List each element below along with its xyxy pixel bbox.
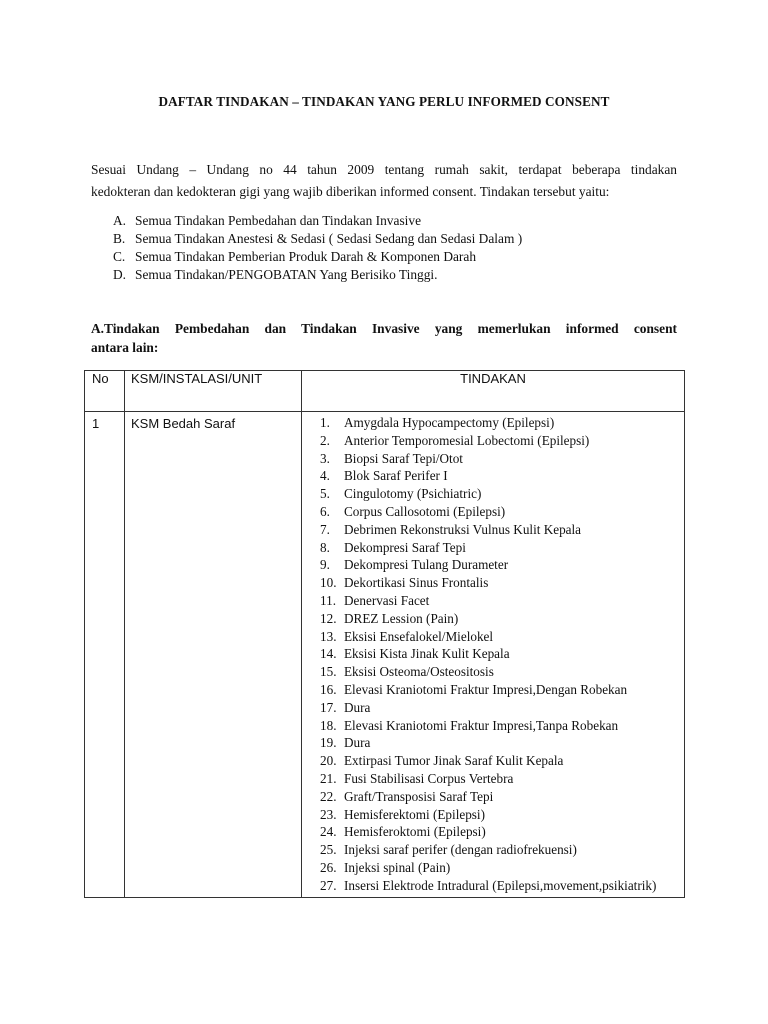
tindakan-text: DREZ Lession (Pain) [344,610,459,626]
row-tindakan-cell [302,412,685,898]
table-row [85,412,685,898]
tindakan-number: 12. [320,610,337,626]
tindakan-number: 20. [320,753,337,769]
tindakan-text: Hemisferektomi (Epilepsi) [344,806,485,822]
tindakan-text: Fusi Stabilisasi Corpus Vertebra [344,770,514,786]
tindakan-text: Amygdala Hypocampectomy (Epilepsi) [344,415,555,430]
row-unit: KSM Bedah Saraf [125,412,302,898]
tindakan-number: 3. [320,450,330,466]
tindakan-text: Cingulotomy (Psichiatric) [344,486,482,502]
tindakan-list [302,412,684,897]
tindakan-item [302,645,684,663]
tindakan-number: 15. [320,664,337,680]
tindakan-item [302,734,684,752]
tindakan-item [302,823,684,841]
section-a-heading-line-1: A.Tindakan Pembedahan dan Tindakan Invasive yang memerlukan informed consent [91,321,677,336]
tindakan-item [302,485,684,503]
row-no: 1 [85,412,125,898]
tindakan-text: Dura [344,699,371,715]
tindakan-table [84,370,685,898]
tindakan-number: 13. [320,628,337,644]
tindakan-text: Biopsi Saraf Tepi/Otot [344,450,463,466]
category-text: Semua Tindakan Anestesi & Sedasi ( Sedasi Sedang dan Sedasi Dalam ) [135,231,523,246]
tindakan-item [302,806,684,824]
tindakan-number: 1. [320,415,330,430]
section-a-heading [91,319,677,357]
tindakan-item [302,628,684,646]
tindakan-item [302,859,684,877]
tindakan-item [302,574,684,592]
tindakan-number: 14. [320,646,337,662]
tindakan-number: 27. [320,877,337,893]
tindakan-item [302,841,684,859]
header-no: No [85,371,125,412]
tindakan-number: 2. [320,432,330,448]
tindakan-number: 7. [320,521,330,537]
tindakan-text: Dekompresi Saraf Tepi [344,539,466,555]
tindakan-item [302,752,684,770]
tindakan-number: 18. [320,717,337,733]
tindakan-text: Corpus Callosotomi (Epilepsi) [344,503,506,519]
tindakan-item [302,717,684,735]
category-text: Semua Tindakan Pembedahan dan Tindakan Invasive [135,213,422,228]
tindakan-item [302,503,684,521]
tindakan-item [302,556,684,574]
category-letter: C. [113,249,126,264]
tindakan-number: 17. [320,699,337,715]
tindakan-item [302,788,684,806]
header-unit: KSM/INSTALASI/UNIT [125,371,302,412]
tindakan-number: 22. [320,788,337,804]
tindakan-number: 5. [320,486,330,502]
tindakan-text: Denervasi Facet [344,592,430,608]
category-text: Semua Tindakan Pemberian Produk Darah & Komponen Darah [135,249,477,264]
tindakan-text: Debrimen Rekonstruksi Vulnus Kulit Kepala [344,521,582,537]
category-item [113,248,673,266]
tindakan-text: Blok Saraf Perifer I [344,468,448,484]
tindakan-item [302,450,684,468]
tindakan-item [302,699,684,717]
tindakan-text: Graft/Transposisi Saraf Tepi [344,788,494,804]
tindakan-text: Insersi Elektrode Intradural (Epilepsi,movement,psikiatrik) [344,877,657,893]
tindakan-item [302,414,684,432]
tindakan-text: Eksisi Kista Jinak Kulit Kepala [344,646,510,662]
tindakan-number: 4. [320,468,330,484]
tindakan-number: 9. [320,557,330,573]
tindakan-number: 11. [320,592,336,608]
tindakan-text: Hemisferoktomi (Epilepsi) [344,824,486,840]
tindakan-item [302,539,684,557]
intro-line-1: Sesuai Undang – Undang no 44 tahun 2009 tentang rumah sakit, terdapat beberapa tindakan [91,162,677,177]
tindakan-number: 24. [320,824,337,840]
tindakan-text: Dekompresi Tulang Durameter [344,557,509,573]
tindakan-text: Elevasi Kraniotomi Fraktur Impresi,Tanpa Robekan [344,717,619,733]
tindakan-item [302,877,684,895]
tindakan-item [302,610,684,628]
tindakan-text: Eksisi Ensefalokel/Mielokel [344,628,494,644]
section-a-heading-line-2: antara lain: [91,340,159,355]
category-item [113,266,673,284]
tindakan-text: Elevasi Kraniotomi Fraktur Impresi,Dengan Robekan [344,681,628,697]
tindakan-number: 6. [320,503,330,519]
tindakan-number: 23. [320,806,337,822]
tindakan-item [302,432,684,450]
category-letter: D. [113,267,127,282]
tindakan-number: 21. [320,770,337,786]
intro-line-2: kedokteran dan kedokteran gigi yang wajib diberikan informed consent. Tindakan tersebut yaitu: [91,184,610,199]
tindakan-item [302,521,684,539]
tindakan-text: Injeksi saraf perifer (dengan radiofrekuensi) [344,842,577,858]
action-category-list [113,212,673,284]
tindakan-number: 26. [320,859,337,875]
tindakan-number: 19. [320,735,337,751]
tindakan-number: 8. [320,539,330,555]
category-letter: B. [113,231,126,246]
intro-paragraph [91,159,677,203]
category-item [113,212,673,230]
tindakan-number: 16. [320,681,337,697]
tindakan-text: Dura [344,735,371,751]
tindakan-item [302,681,684,699]
tindakan-text: Extirpasi Tumor Jinak Saraf Kulit Kepala [344,753,564,769]
tindakan-item [302,770,684,788]
table-header-row [85,371,685,412]
tindakan-text: Anterior Temporomesial Lobectomi (Epilepsi) [344,432,590,448]
tindakan-item [302,592,684,610]
tindakan-number: 25. [320,842,337,858]
tindakan-text: Injeksi spinal (Pain) [344,859,451,875]
tindakan-text: Eksisi Osteoma/Osteositosis [344,664,494,680]
document-title: DAFTAR TINDAKAN – TINDAKAN YANG PERLU INFORMED CONSENT [158,94,610,109]
category-item [113,230,673,248]
category-letter: A. [113,213,127,228]
tindakan-number: 10. [320,575,337,591]
tindakan-text: Dekortikasi Sinus Frontalis [344,575,489,591]
tindakan-item [302,467,684,485]
category-text: Semua Tindakan/PENGOBATAN Yang Berisiko Tinggi. [135,267,438,282]
header-tindakan: TINDAKAN [302,371,685,412]
tindakan-item [302,663,684,681]
